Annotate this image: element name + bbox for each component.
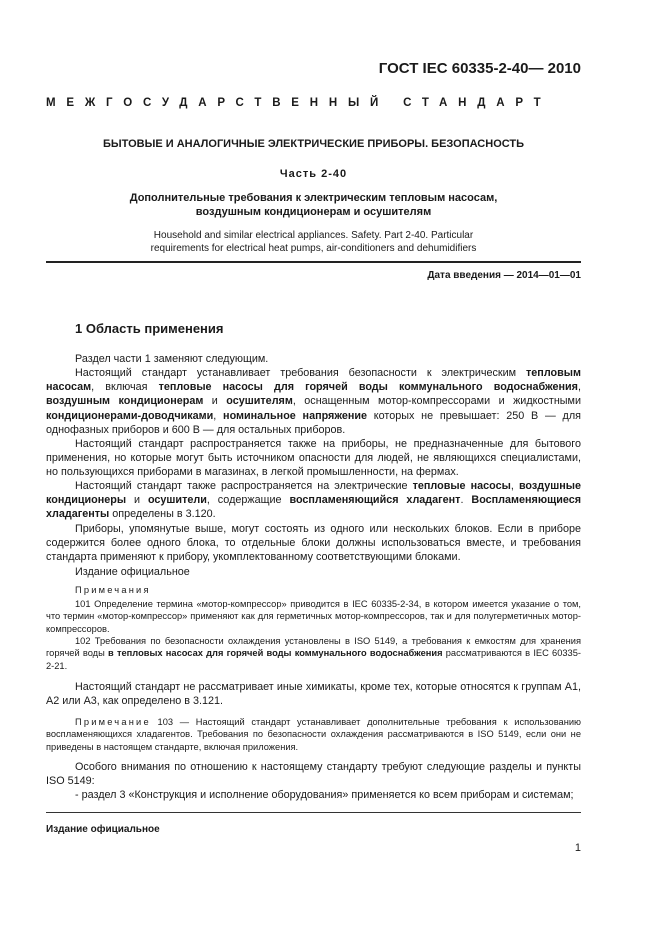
paragraph-2: Настоящий стандарт устанавливает требования безопасности к электрическим тепловым насосам, включая тепловые насосы для горячей воды коммунального водоснабжения, воздушным кондиционерам и осушителям, оснащенным мотор-компрессорами и жидкостными кондиционерами-доводчиками, номинальное напряжение которых не превышает: 250 В — для однофазных приборов и 600 В — для остальных приборов.	[46, 367, 581, 436]
paragraph-6: Настоящий стандарт не рассматривает иные химикаты, кроме тех, которые относятся к группам A1, A2 или A3, как определено в 3.121.	[46, 681, 581, 708]
official-edition-note: Издание официальное	[75, 566, 190, 578]
footer-divider	[46, 812, 581, 813]
notes-label: Примечания	[75, 585, 151, 595]
document-subtitle	[46, 191, 581, 219]
list-item: - раздел 3 «Конструкция и исполнение оборудования» применяется ко всем приборам и системам;	[75, 789, 574, 801]
title-divider	[46, 261, 581, 263]
paragraph-3: Настоящий стандарт распространяется также на приборы, не предназначенные для бытового применения, но которые могут быть источником опасности для людей, не являющихся специалистами, но пользующихся приборами в магазинах, в легкой промышленности, на фермах.	[46, 438, 581, 479]
introduction-date: Дата введения — 2014—01—01	[427, 270, 581, 281]
note-101: 101 Определение термина «мотор-компрессор» приводится в IEC 60335-2-34, в котором имеется указание о том, что термин «мотор-компрессор» применяют как для герметичных мотор-компрессоров, так и для полугерметичных мотор-компрессоров.	[46, 599, 581, 634]
footer-edition: Издание официальное	[46, 824, 160, 835]
note-103: Примечание 103 — Настоящий стандарт устанавливает дополнительные требования к использованию воспламеняющихся хладагентов. Требования по безопасности охлаждения рассматриваются в ISO 5149, если они не приведены в настоящем стандарте, включая приложения.	[46, 717, 581, 752]
interstate-standard-heading: МЕЖГОСУДАРСТВЕННЫЙ СТАНДАРТ	[46, 97, 552, 109]
english-title	[46, 230, 581, 255]
paragraph-4: Настоящий стандарт также распространяется на электрические тепловые насосы, воздушные кондиционеры и осушители, содержащие воспламеняющийся хладагент. Воспламеняющиеся хладагенты определены в 3.120.	[46, 480, 581, 521]
english-title-line-2: requirements for electrical heat pumps, air-conditioners and dehumidifiers	[150, 242, 477, 254]
part-number: Часть 2-40	[279, 168, 348, 180]
note-102: 102 Требования по безопасности охлаждения установлены в ISO 5149, а требования к емкостям для хранения горячей воды в тепловых насосах для горячей воды коммунального водоснабжения рассматриваются в IEC 60335-2-21.	[46, 636, 581, 671]
page-number: 1	[574, 842, 581, 854]
document-title: БЫТОВЫЕ И АНАЛОГИЧНЫЕ ЭЛЕКТРИЧЕСКИЕ ПРИБОРЫ. БЕЗОПАСНОСТЬ	[102, 138, 525, 150]
paragraph-7: Особого внимания по отношению к настоящему стандарту требуют следующие разделы и пункты ISO 5149:	[46, 761, 581, 788]
section-heading: 1 Область применения	[75, 321, 224, 336]
paragraph-5: Приборы, упомянутые выше, могут состоять из одного или нескольких блоков. Если в приборе содержится более одного блока, то отдельные блоки должны использоваться вместе, и требования стандарта применяют к прибору, укомплектованному соответствующими блоками.	[46, 523, 581, 564]
subtitle-line-2: воздушным кондиционерам и осушителям	[195, 206, 432, 218]
english-title-line-1: Household and similar electrical appliances. Safety. Part 2-40. Particular	[153, 230, 474, 241]
subtitle-line-1: Дополнительные требования к электрическим тепловым насосам,	[129, 192, 498, 204]
standard-number: ГОСТ IEC 60335-2-40— 2010	[378, 60, 581, 77]
paragraph-1: Раздел части 1 заменяют следующим.	[75, 353, 269, 365]
